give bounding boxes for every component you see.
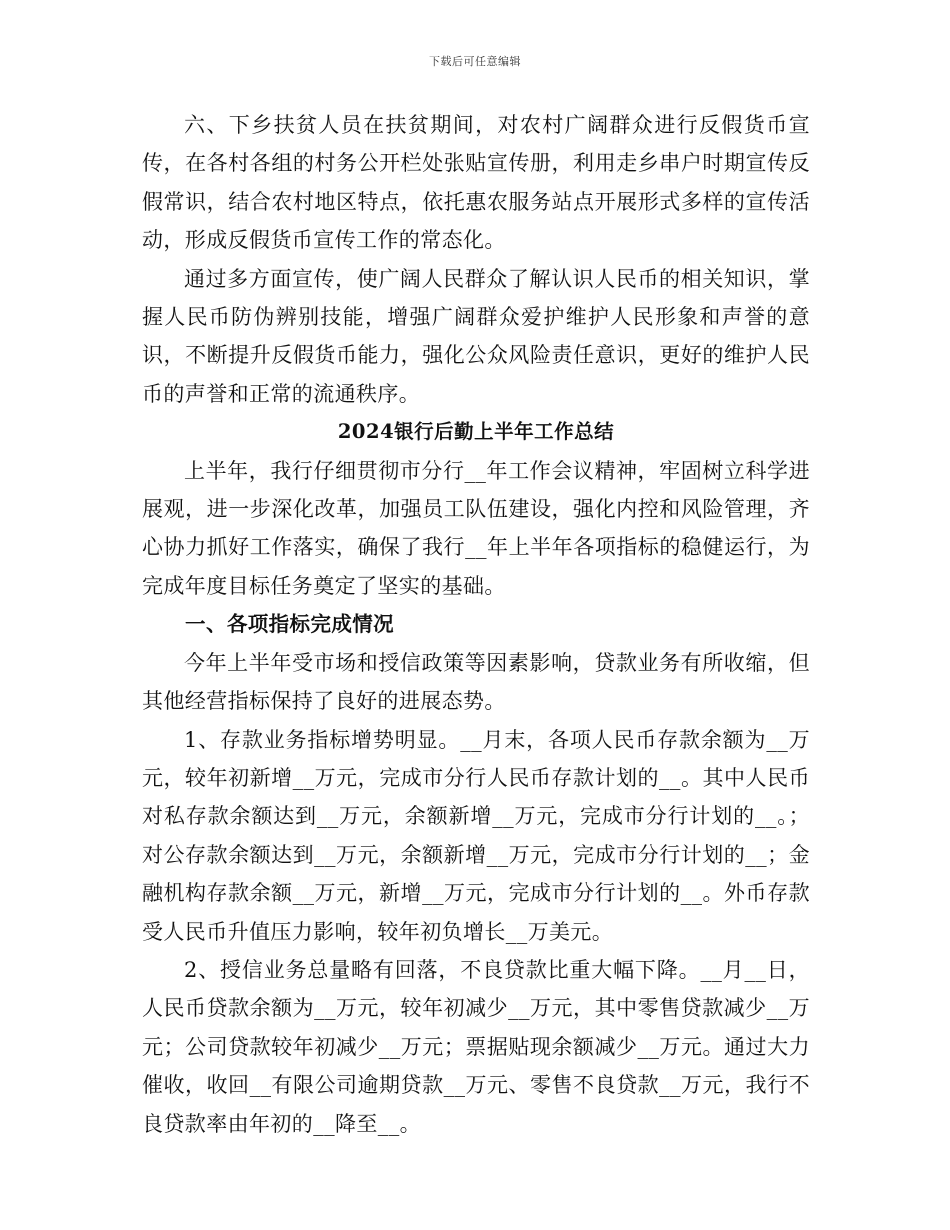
section-heading-indicators: 一、各项指标完成情况 bbox=[185, 612, 395, 637]
paragraph-deposit-business: 1、存款业务指标增势明显。__月末，各项人民币存款余额为__万元，较年初新增__万元，完成市分行人民币存款计划的__。其中人民币对私存款余额达到__万元，余额新增__万元，完成市分行计划的__。；对公存款余额达到__万元，余额新增__万元，完成市分行计划的__；金融机构存款余额__万元，新增__万元，完成市分行计划的__。外币存款受人民币升值压力影响，较年初负增长__万美元。 bbox=[142, 727, 810, 944]
page-header: 下载后可任意编辑 bbox=[429, 55, 521, 68]
article-intro: 上半年，我行仔细贯彻市分行__年工作会议精神，牢固树立科学进展观，进一步深化改革，加强员工队伍建设，强化内控和风险管理，齐心协力抓好工作落实，确保了我行__年上半年各项指标的稳健运行，为完成年度目标任务奠定了坚实的基础。 bbox=[142, 458, 810, 598]
document-body bbox=[142, 106, 810, 1143]
paragraph-anti-counterfeit-rural: 六、下乡扶贫人员在扶贫期间，对农村广阔群众进行反假货币宣传，在各村各组的村务公开栏处张贴宣传册，利用走乡串户时期宣传反假常识，结合农村地区特点，依托惠农服务站点开展形式多样的宣传活动，形成反假货币宣传工作的常态化。 bbox=[142, 113, 810, 253]
paragraph-indicators-overview: 今年上半年受市场和授信政策等因素影响，贷款业务有所收缩，但其他经营指标保持了良好的进展态势。 bbox=[142, 650, 810, 714]
paragraph-publicity-summary: 通过多方面宣传，使广阔人民群众了解认识人民币的相关知识，掌握人民币防伪辨别技能，增强广阔群众爱护维护人民形象和声誉的意识，不断提升反假货币能力，强化公众风险责任意识，更好的维护人民币的声誉和正常的流通秩序。 bbox=[142, 266, 810, 406]
paragraph-credit-business: 2、授信业务总量略有回落，不良贷款比重大幅下降。__月__日，人民币贷款余额为__万元，较年初减少__万元，其中零售贷款减少__万元；公司贷款较年初减少__万元；票据贴现余额减少__万元。通过大力催收，收回__有限公司逾期贷款__万元、零售不良贷款__万元，我行不良贷款率由年初的__降至__。 bbox=[142, 957, 810, 1136]
article-title: 2024银行后勤上半年工作总结 bbox=[337, 420, 615, 444]
